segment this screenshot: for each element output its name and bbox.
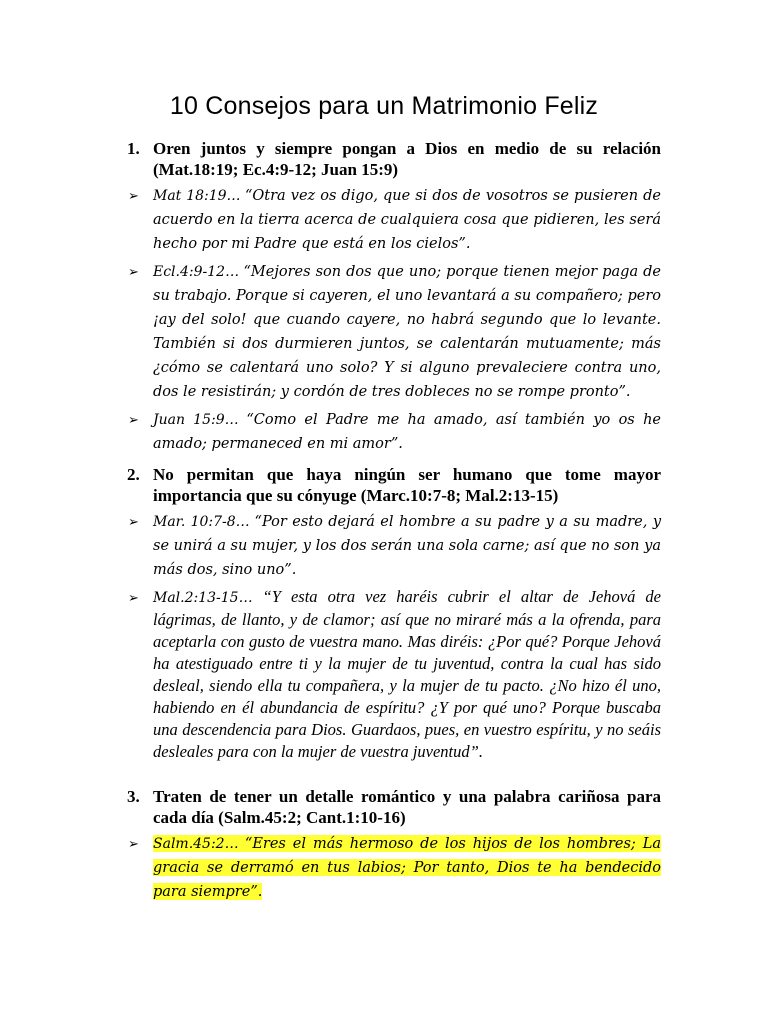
verse-quote: “Eres el más hermoso de los hijos de los hombres; La gracia se derramó en tus labios; Por tanto, Dios te ha bendecido para siempre”. (153, 836, 661, 900)
arrowhead-bullet-icon: ➢ (128, 590, 139, 605)
verse-reference: Mal.2:13-15… (153, 590, 253, 606)
section-2 (127, 464, 661, 763)
verse-quote: “Mejores son dos que uno; porque tienen mejor paga de su trabajo. Porque si cayeren, el uno levantará a su compañero; pero ¡ay del solo! que cuando cayere, no habrá segundo que lo levante. También si dos durmieren juntos, se calentarán mutuamente; más ¿cómo se calentará uno solo? Y si alguno prevaleciere contra uno, dos le resistirán; y cordón de tres dobleces no se rompe pronto”. (153, 264, 661, 400)
list-item (127, 586, 661, 763)
arrowhead-bullet-icon: ➢ (128, 412, 139, 427)
section-3 (127, 786, 661, 904)
verse-reference: Mat 18:19… (153, 188, 241, 204)
section-number: 1. (127, 139, 140, 158)
section-1 (127, 138, 661, 456)
verse-quote: “Por esto dejará el hombre a su padre y a su madre, y se unirá a su mujer, y los dos serán una sola carne; así que no son ya más dos, sino uno”. (153, 514, 662, 578)
list-item (127, 832, 661, 904)
section-heading (127, 786, 661, 828)
verse-quote: “Como el Padre me ha amado, así también yo os he amado; permaneced en mi amor”. (153, 412, 662, 452)
list-item (127, 510, 661, 582)
section-heading-text: Oren juntos y siempre pongan a Dios en medio de su relación (Mat.18:19; Ec.4:9-12; Juan 15:9) (153, 139, 661, 179)
arrowhead-bullet-icon: ➢ (128, 836, 139, 851)
page-title: 10 Consejos para un Matrimonio Feliz (169, 92, 599, 120)
section-heading-text: No permitan que haya ningún ser humano que tome mayor importancia que su cónyuge (Marc.10:7-8; Mal.2:13-15) (153, 465, 661, 505)
list-item (127, 260, 661, 404)
highlighted-text (153, 835, 661, 900)
verse-reference: Ecl.4:9-12… (153, 264, 240, 280)
arrowhead-bullet-icon: ➢ (128, 264, 139, 279)
section-heading (127, 138, 661, 180)
arrowhead-bullet-icon: ➢ (128, 188, 139, 203)
section-heading (127, 464, 661, 506)
verse-reference: Mar. 10:7-8… (153, 514, 250, 530)
verse-reference: Juan 15:9… (153, 412, 239, 428)
section-number: 2. (127, 465, 140, 484)
section-number: 3. (127, 787, 140, 806)
arrowhead-bullet-icon: ➢ (128, 514, 139, 529)
verse-reference: Salm.45:2… (153, 836, 239, 852)
verse-quote: “Otra vez os digo, que si dos de vosotros se pusieren de acuerdo en la tierra acerca de cualquiera cosa que pidieren, les será hecho por mi Padre que está en los cielos”. (153, 188, 662, 252)
verse-quote: “Y esta otra vez haréis cubrir el altar de Jehová de lágrimas, de llanto, y de clamor; así que no miraré más a la ofrenda, para aceptarla con gusto de vuestra mano. Mas diréis: ¿Por qué? Porque Jehová ha atestiguado entre ti y la mujer de tu juventud, contra la cual has sido desleal, siendo ella tu compañera, y la mujer de tu pacto. ¿No hizo él uno, habiendo en él abundancia de espíritu? ¿Y por qué uno? Porque buscaba una descendencia para Dios. Guardaos, pues, en vuestro espíritu, y no seáis desleales para con la mujer de vuestra juventud”. (153, 587, 661, 761)
section-heading-text: Traten de tener un detalle romántico y una palabra cariñosa para cada día (Salm.45:2; Cant.1:10-16) (153, 787, 661, 827)
list-item (127, 408, 661, 456)
list-item (127, 184, 661, 256)
